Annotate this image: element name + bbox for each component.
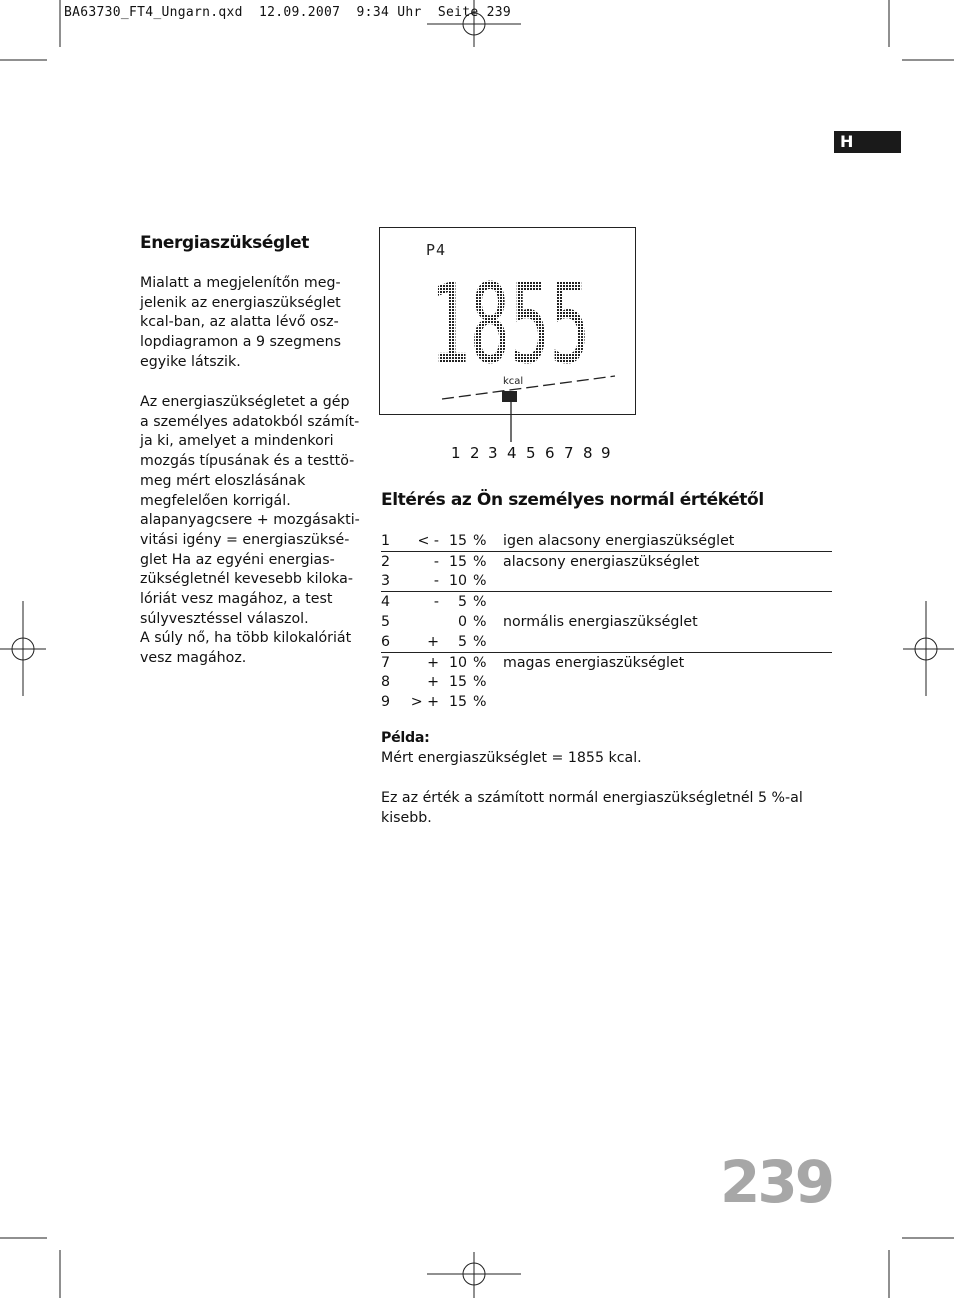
table-row: 6 + 5 % <box>381 632 832 652</box>
lcd-graphic <box>380 228 635 414</box>
table-row: 1 < - 15 % igen alacsony energiaszükséglet <box>381 531 832 551</box>
section-title-energy: Energiaszükséglet <box>140 233 310 253</box>
text-line: lóriát vesz magához, a test <box>140 591 333 608</box>
text-line: Mialatt a megjelenítőn meg- <box>140 275 341 291</box>
text-line: Az energiaszükségletet a gép <box>140 394 350 410</box>
table-row: 9 > + 15 % <box>381 694 487 711</box>
example-label: Példa: <box>381 730 430 746</box>
segment-label: 9 <box>601 444 611 462</box>
text-line: alapanyagcsere + mozgásakti- <box>140 512 360 529</box>
unit-label: kcal <box>503 376 524 387</box>
lcd-display <box>379 227 636 415</box>
file-info-line: BA63730_FT4_Ungarn.qxd 12.09.2007 9:34 Uhr Seite 239 <box>64 5 511 20</box>
section-title-deviation: Eltérés az Ön személyes normál értékétől <box>381 490 764 510</box>
text-line: vitási igény = energiaszüksé- <box>140 531 350 548</box>
energy-value: 1855 <box>430 260 590 388</box>
text-line: zükségletnél kevesebb kiloka- <box>140 571 353 588</box>
text-line: megfelelően korrigál. <box>140 492 291 509</box>
segment-label: 5 <box>526 444 536 462</box>
text-line: ja ki, amelyet a mindenkori <box>140 433 334 450</box>
text-line: a személyes adatokból számít- <box>140 413 360 430</box>
segment-label: 2 <box>470 444 480 462</box>
segment-label: 3 <box>488 444 498 462</box>
table-row: 7 + 10 % magas energiaszükséglet <box>381 654 685 671</box>
segment-label: 1 <box>451 444 461 462</box>
table-row: 8 + 15 % <box>381 674 487 691</box>
table-row: 2 - 15 % alacsony energiaszükséglet <box>381 553 700 570</box>
text-line: vesz magához. <box>140 650 247 667</box>
segment-pointer <box>509 396 513 442</box>
example-explanation: Ez az érték a számított normál energiaszükségletnél 5 %-al kisebb. <box>381 790 803 826</box>
text-line: A súly nő, ha több kilokalóriát <box>140 630 352 647</box>
text-line: lopdiagramon a 9 szegmens <box>140 334 342 351</box>
segment-label: 6 <box>545 444 555 462</box>
table-row: 4 - 5 % <box>381 594 487 611</box>
paragraph-display-info <box>140 274 365 373</box>
paragraph-calculation-info <box>140 393 365 669</box>
text-line: kcal-ban, az alatta lévő osz- <box>140 314 339 331</box>
segment-label: 4 <box>507 444 517 462</box>
page-number: 239 <box>720 1148 833 1216</box>
profile-indicator: P4 <box>426 241 447 259</box>
text-line: glet Ha az egyéni energias- <box>140 551 335 568</box>
segment-label: 7 <box>564 444 574 462</box>
text-line: súlyvesztéssel válaszol. <box>140 610 309 627</box>
text-line: meg mért eloszlásának <box>140 472 306 489</box>
segment-label: 8 <box>583 444 593 462</box>
text-line: egyike látszik. <box>140 353 241 370</box>
text-line: mozgás típusának és a testtö- <box>140 453 355 470</box>
text-line: jelenik az energiaszükséglet <box>140 294 341 311</box>
language-tab: H <box>834 131 901 153</box>
example-measured: Mért energiaszükséglet = 1855 kcal. <box>381 750 642 766</box>
table-row: 5 0 % normális energiaszükséglet <box>381 614 698 631</box>
deviation-table <box>381 531 832 712</box>
table-row: 3 - 10 % <box>381 572 832 592</box>
